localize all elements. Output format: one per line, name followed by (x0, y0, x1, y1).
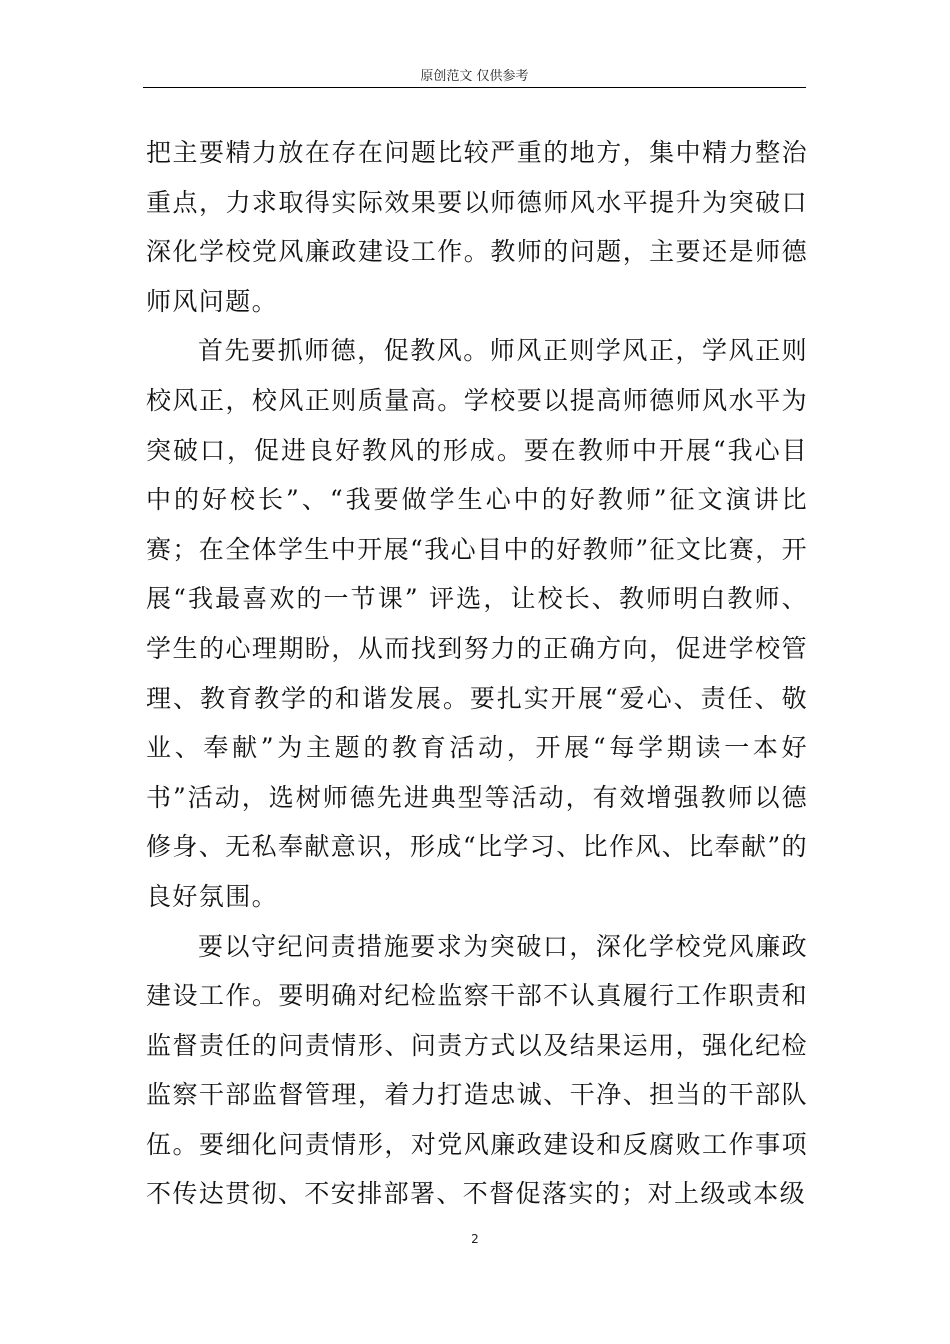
page-header: 原创范文 仅供参考 (420, 69, 529, 84)
paragraph-3: 要以守纪问责措施要求为突破口，深化学校党风廉政建设工作。要明确对纪检监察干部不认真履行工作职责和监督责任的问责情形、问责方式以及结果运用，强化纪检监察干部监督管理，着力打造忠诚、干净、担当的干部队伍。要细化问责情形，对党风廉政建设和反腐败工作事项不传达贯彻、不安排部署、不督促落实的；对上级或本级 (146, 931, 808, 1209)
paragraph-1: 把主要精力放在存在问题比较严重的地方，集中精力整治重点，力求取得实际效果要以师德师风水平提升为突破口深化学校党风廉政建设工作。教师的问题，主要还是师德师风问题。 (146, 138, 808, 316)
paragraph-2: 首先要抓师德，促教风。师风正则学风正，学风正则校风正，校风正则质量高。学校要以提高师德师风水平为突破口，促进良好教风的形成。要在教师中开展“我心目中的好校长”、“我要做学生心中的好教师”征文演讲比赛；在全体学生中开展“我心目中的好教师”征文比赛，开展“我最喜欢的一节课” 评选，让校长、教师明白教师、学生的心理期盼，从而找到努力的正确方向，促进学校管理、教育教学的和谐发展。要扎实开展“爱心、责任、敬业、奉献”为主题的教育活动，开展“每学期读一本好书”活动，选树师德先进典型等活动，有效增强教师以德修身、无私奉献意识，形成“比学习、比作风、比奉献”的良好氛围。 (146, 336, 808, 911)
page-number: 2 (471, 1232, 479, 1246)
header-divider (143, 87, 806, 88)
document-body (146, 128, 808, 1219)
